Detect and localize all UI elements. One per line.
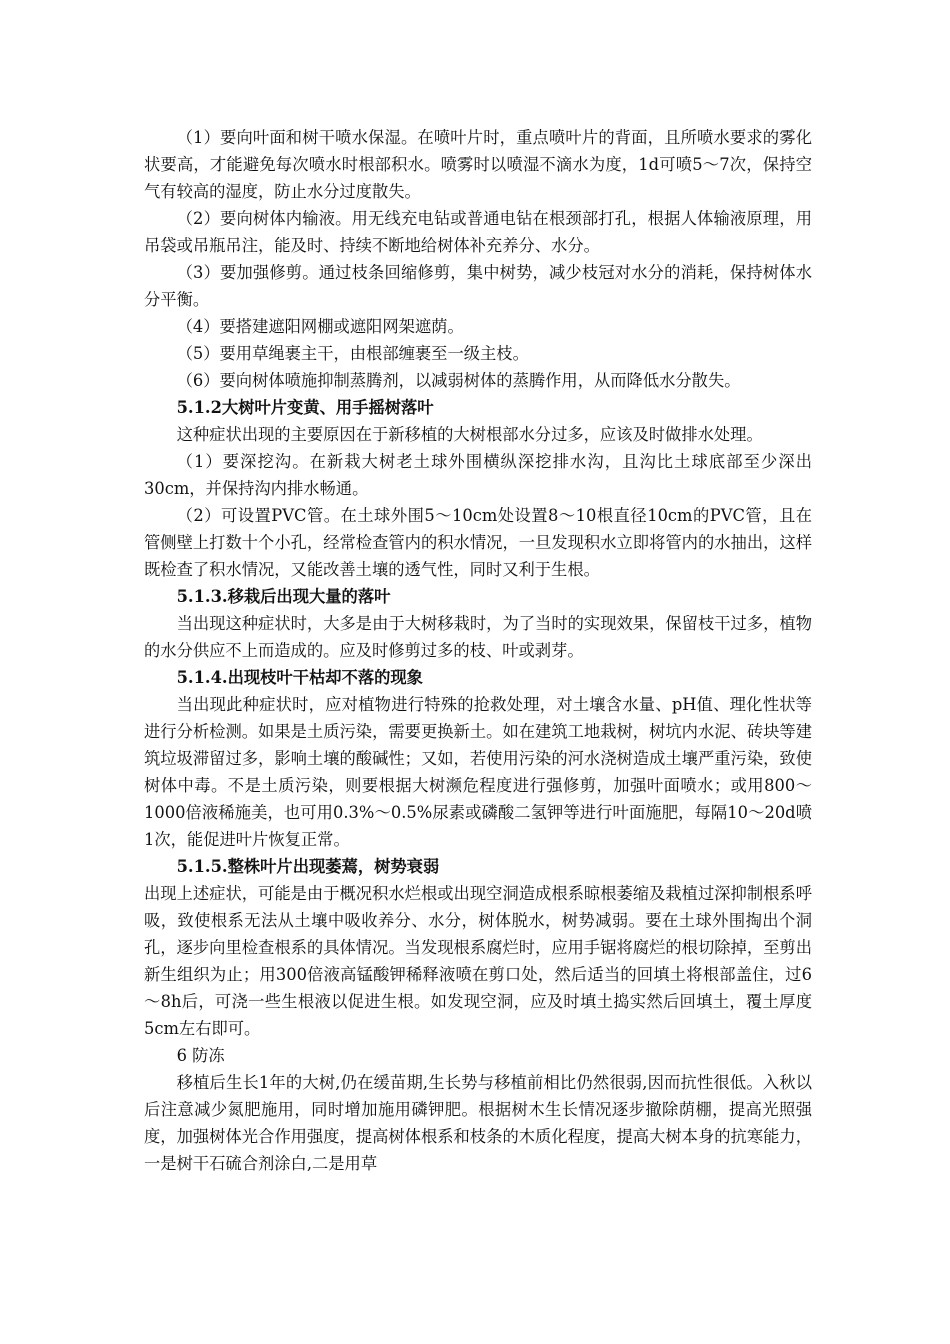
paragraph-spray-water: （1）要向叶面和树干喷水保湿。在喷叶片时，重点喷叶片的背面，且所喷水要求的雾化状要高，才能避免每次喷水时根部积水。喷雾时以喷湿不滴水为度，1d可喷5～7次，保持空气有较高的湿度，防止水分过度散失。 [144, 128, 812, 201]
document-body [144, 124, 812, 1177]
paragraph-straw-rope: （5）要用草绳裹主干，由根部缠裹至一级主枝。 [176, 344, 529, 363]
paragraph-infusion: （2）要向树体内输液。用无线充电钻或普通电钻在根颈部打孔，根据人体输液原理，用吊袋或吊瓶吊注，能及时、持续不断地给树体补充养分、水分。 [144, 209, 812, 255]
paragraph-antitranspirant: （6）要向树体喷施抑制蒸腾剂，以减弱树体的蒸腾作用，从而降低水分散失。 [176, 371, 741, 390]
section-heading-5-1-4: 5.1.4.出现枝叶干枯却不落的现象 [176, 668, 423, 687]
paragraph-shade-net: （4）要搭建遮阳网棚或遮阳网架遮荫。 [176, 317, 464, 336]
paragraph-wilting: 出现上述症状，可能是由于概况积水烂根或出现空洞造成根系晾根萎缩及栽植过深抑制根系呼吸，致使根系无法从土壤中吸收养分、水分，树体脱水，树势减弱。要在土球外围掏出个洞孔，逐步向里检查根系的具体情况。当发现根系腐烂时，应用手锯将腐烂的根切除掉，至剪出新生组织为止；用300倍液高锰酸钾稀释液喷在剪口处，然后适当的回填土将根部盖住，过6～8h后，可浇一些生根液以促进生根。如发现空洞，应及时填土捣实然后回填土，覆土厚度5cm左右即可。 [144, 884, 812, 1038]
paragraph-dry-leaves: 当出现此种症状时，应对植物进行特殊的抢救处理，对土壤含水量、pH值、理化性状等进行分析检测。如果是土质污染，需要更换新土。如在建筑工地栽树，树坑内水泥、砖块等建筑垃圾滞留过多，影响土壤的酸碱性；又如，若使用污染的河水浇树造成土壤严重污染，致使树体中毒。不是土质污染，则要根据大树濒危程度进行强修剪，加强叶面喷水；或用800～1000倍液稀施美，也可用0.3%～0.5%尿素或磷酸二氢钾等进行叶面施肥，每隔10～20d喷1次，能促进叶片恢复正常。 [144, 695, 812, 849]
section-heading-5-1-2: 5.1.2大树叶片变黄、用手摇树落叶 [176, 398, 434, 417]
section-heading-6: 6 防冻 [176, 1046, 225, 1065]
paragraph-leaf-drop: 当出现这种症状时，大多是由于大树移栽时，为了当时的实现效果，保留枝干过多，植物的水分供应不上而造成的。应及时修剪过多的枝、叶或剥芽。 [144, 614, 812, 660]
paragraph-frost-protection: 移植后生长1年的大树,仍在缓苗期,生长势与移植前相比仍然很弱,因而抗性很低。入秋以后注意减少氮肥施用，同时增加施用磷钾肥。根据树木生长情况逐步撤除荫棚，提高光照强度，加强树体光合作用强度，提高树体根系和枝条的木质化程度，提高大树本身的抗寒能力，一是树干石硫合剂涂白,二是用草 [144, 1073, 812, 1173]
section-heading-5-1-5: 5.1.5.整株叶片出现萎蔫，树势衰弱 [176, 857, 440, 876]
paragraph-pruning: （3）要加强修剪。通过枝条回缩修剪，集中树势，减少枝冠对水分的消耗，保持树体水分平衡。 [144, 263, 812, 309]
section-heading-5-1-3: 5.1.3.移栽后出现大量的落叶 [176, 587, 391, 606]
paragraph-yellow-leaves-cause: 这种症状出现的主要原因在于新移植的大树根部水分过多，应该及时做排水处理。 [176, 425, 763, 444]
paragraph-pvc-pipe: （2）可设置PVC管。在土球外围5～10cm处设置8～10根直径10cm的PVC管，且在管侧壁上打数十个小孔，经常检查管内的积水情况，一旦发现积水立即将管内的水抽出，这样既检查了积水情况，又能改善土壤的透气性，同时又利于生根。 [144, 506, 812, 579]
paragraph-drainage-ditch: （1）要深挖沟。在新栽大树老土球外围横纵深挖排水沟，且沟比土球底部至少深出30cm，并保持沟内排水畅通。 [144, 452, 812, 498]
